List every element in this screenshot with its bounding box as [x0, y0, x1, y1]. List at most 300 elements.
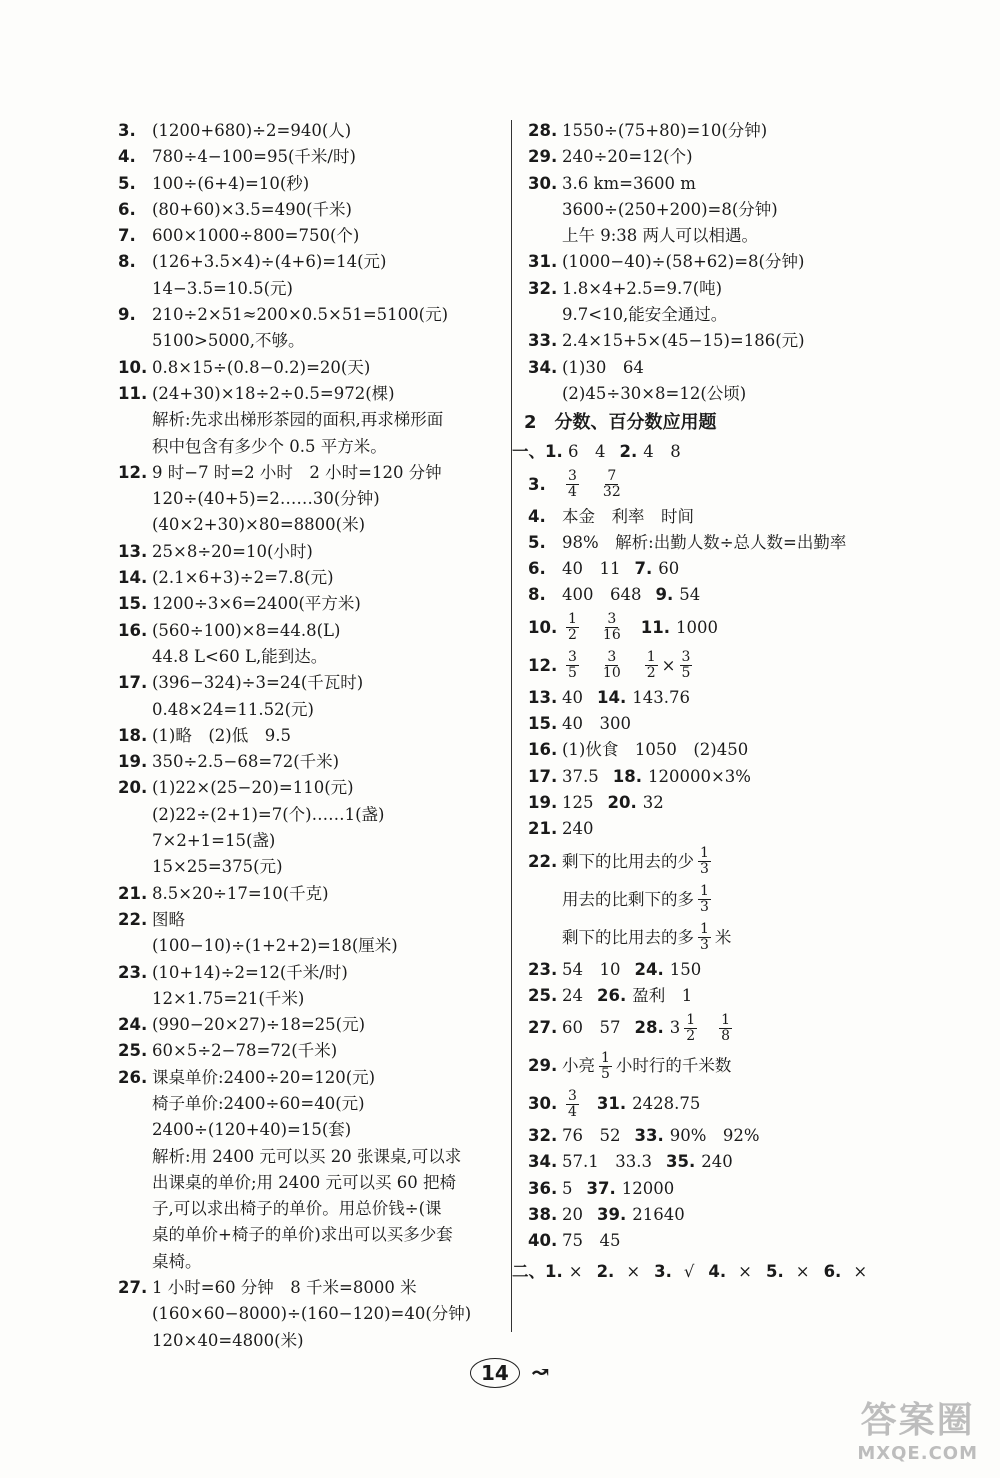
- answer-continuation: [118, 407, 498, 433]
- q-number: 24.: [118, 1015, 148, 1035]
- part-two-label: 二、: [512, 1261, 545, 1281]
- answer-continuation: [528, 223, 948, 249]
- numerator: 1: [646, 649, 656, 666]
- answer-continuation: [118, 986, 498, 1012]
- answer-text: 120000×3%: [647, 766, 751, 786]
- true-false-mark: ×: [853, 1261, 868, 1281]
- answer-text: (396−324)÷3=24(千瓦时): [152, 673, 364, 693]
- q-number: 34.: [528, 357, 558, 377]
- answer-continuation: [118, 1091, 498, 1117]
- answer-continuation: [118, 1170, 498, 1196]
- answer-line: [528, 171, 948, 197]
- q-number: 7.: [118, 226, 136, 246]
- answer-text: 60×5÷2−78=72(千米): [152, 1041, 338, 1061]
- q-number: 23.: [528, 959, 558, 979]
- q-number: 5.: [118, 173, 136, 193]
- answer-line: [118, 1012, 498, 1038]
- answer-text: 3600÷(250+200)=8(分钟): [562, 199, 778, 219]
- q-number: 16.: [118, 620, 148, 640]
- answer-text: (1000−40)÷(58+62)=8(分钟): [562, 252, 805, 272]
- answer-text: (80+60)×3.5=490(千米): [152, 199, 352, 219]
- answer-line: [528, 328, 948, 354]
- denominator: 32: [602, 484, 621, 501]
- answer-text: 1.8×4+2.5=9.7(吨): [562, 278, 723, 298]
- answer-13-14: [528, 685, 948, 711]
- answer-continuation: [528, 197, 948, 223]
- answer-text: (2.1×6+3)÷2=7.8(元): [152, 568, 334, 588]
- answer-line: [118, 539, 498, 565]
- answer-line: [528, 276, 948, 302]
- answer-text: (160×60−8000)÷(160−120)=40(分钟): [152, 1304, 472, 1324]
- fraction: [566, 469, 579, 500]
- q-number: 28.: [528, 121, 558, 140]
- q-number: 19.: [118, 752, 148, 772]
- answer-text: 150: [669, 959, 702, 979]
- answer-text: 24: [562, 985, 583, 1005]
- denominator: 5: [601, 1065, 610, 1082]
- fraction: [601, 612, 623, 643]
- answer-22-line-3: [528, 919, 948, 957]
- answer-line: [528, 249, 948, 275]
- answer-text: 40 300: [562, 714, 631, 734]
- denominator: 4: [568, 1103, 577, 1120]
- q-number: 33.: [528, 331, 558, 351]
- fraction: [698, 922, 711, 953]
- answer-continuation: [118, 1222, 498, 1248]
- answer-17-18: [528, 764, 948, 790]
- true-false-mark: ×: [568, 1261, 583, 1281]
- q-number: 2.: [619, 442, 638, 462]
- answer-text: 20: [562, 1205, 583, 1225]
- answer-line: [118, 355, 498, 381]
- q-number: 5.: [528, 532, 546, 552]
- numerator: 3: [568, 649, 577, 666]
- answer-text: 0.8×15÷(0.8−0.2)=20(天): [152, 357, 371, 377]
- answer-19-20: [528, 790, 948, 816]
- answer-40: [528, 1228, 948, 1254]
- fraction: [684, 1013, 697, 1044]
- answer-text: 4 8: [643, 442, 681, 462]
- operator: ×: [661, 655, 676, 675]
- answer-line: [118, 618, 498, 644]
- denominator: 2: [646, 665, 656, 682]
- fraction: [698, 884, 711, 915]
- answer-continuation: [118, 1249, 498, 1275]
- answer-text: 上午 9:38 两人可以相遇。: [562, 226, 759, 246]
- answer-22: [528, 843, 948, 881]
- answer-text: 54 10: [562, 959, 621, 979]
- denominator: 3: [700, 937, 709, 954]
- answer-continuation: [528, 381, 948, 407]
- answer-text: 盈利 1: [632, 985, 693, 1005]
- q-number: 18.: [612, 766, 642, 786]
- answer-line: [118, 565, 498, 591]
- answer-3: [528, 466, 948, 504]
- numerator: 3: [607, 649, 617, 666]
- q-number: 33.: [634, 1126, 664, 1146]
- answer-text: 12000: [621, 1178, 675, 1198]
- answer-text: 2400÷(120+40)=15(套): [152, 1120, 352, 1140]
- answer-continuation: [118, 1328, 498, 1354]
- unit: 米: [714, 927, 732, 947]
- answer-continuation: [118, 512, 498, 538]
- answer-text: (126+3.5×4)÷(4+6)=14(元): [152, 252, 387, 272]
- q-number: 2.: [596, 1261, 615, 1281]
- answer-continuation: [118, 644, 498, 670]
- answer-text: 57.1 33.3: [562, 1152, 652, 1172]
- answer-line: [118, 749, 498, 775]
- answer-text: 120×40=4800(米): [152, 1330, 304, 1350]
- q-number: 5.: [766, 1261, 784, 1281]
- answer-text: 40 11: [562, 559, 621, 579]
- q-number: 25.: [528, 985, 558, 1005]
- column-divider: [511, 120, 512, 1332]
- answer-text: (1)略 (2)低 9.5: [152, 725, 291, 745]
- answer-text: 12×1.75=21(千米): [152, 988, 305, 1008]
- answer-text: 子,可以求出椅子的单价。用总价钱÷(课: [152, 1199, 442, 1219]
- q-number: 31.: [528, 252, 558, 272]
- q-number: 6.: [118, 199, 136, 219]
- answer-36-37: [528, 1176, 948, 1202]
- answer-text: (990−20×27)÷18=25(元): [152, 1015, 366, 1035]
- answer-text: 解析:用 2400 元可以买 20 张课桌,可以求: [152, 1146, 462, 1166]
- numerator: 1: [700, 845, 709, 862]
- q-number: 1.: [545, 1261, 563, 1281]
- left-column: [118, 118, 498, 1354]
- answer-text: (10+14)÷2=12(千米/时): [152, 962, 348, 982]
- q-number: 9.: [118, 305, 136, 325]
- answer-line: [118, 775, 498, 801]
- q-number: 23.: [118, 962, 148, 982]
- answer-line: [118, 197, 498, 223]
- q-number: 27.: [118, 1278, 148, 1298]
- answer-text: 8.5×20÷17=10(千克): [152, 883, 329, 903]
- q-number: 38.: [528, 1205, 558, 1225]
- denominator: 8: [721, 1027, 731, 1044]
- answer-line: [528, 355, 948, 381]
- q-number: 39.: [597, 1205, 627, 1225]
- answer-text: 14−3.5=10.5(元): [152, 278, 293, 298]
- answer-continuation: [118, 697, 498, 723]
- q-number: 25.: [118, 1041, 148, 1061]
- q-number: 14.: [597, 687, 627, 707]
- answer-38-39: [528, 1202, 948, 1228]
- answer-text: 25×8÷20=10(小时): [152, 541, 313, 561]
- q-number: 12.: [528, 655, 558, 675]
- q-number: 12.: [118, 462, 148, 482]
- q-number: 17.: [118, 673, 148, 693]
- q-number: 11.: [640, 617, 670, 637]
- q-number: 32.: [528, 1126, 558, 1146]
- answer-continuation: [118, 1117, 498, 1143]
- answer-text: (1)30 64: [562, 357, 644, 377]
- denominator: 5: [681, 665, 691, 682]
- numerator: 7: [607, 468, 617, 485]
- q-number: 4.: [118, 147, 136, 167]
- denominator: 3: [700, 861, 709, 878]
- answer-line: [528, 118, 948, 144]
- answer-text: 9.7<10,能安全通过。: [562, 305, 728, 325]
- q-number: 11.: [118, 383, 148, 403]
- watermark-text: 答案圈: [860, 1400, 975, 1441]
- q-number: 8.: [118, 252, 136, 272]
- answer-text: 剩下的比用去的少: [562, 851, 694, 871]
- fraction: [698, 846, 711, 877]
- answer-16: [528, 737, 948, 763]
- q-number: 16.: [528, 740, 558, 760]
- q-number: 26.: [118, 1067, 148, 1087]
- q-number: 24.: [634, 959, 664, 979]
- answer-text: 桌椅。: [152, 1251, 202, 1271]
- answer-text: (1)22×(25−20)=110(元): [152, 778, 354, 798]
- answer-line: [118, 1275, 498, 1301]
- answer-text: 出课桌的单价;用 2400 元可以买 60 把椅: [152, 1172, 457, 1192]
- answer-text: 76 52: [562, 1126, 621, 1146]
- answer-text: 桌的单价+椅子的单价)求出可以买多少套: [152, 1225, 453, 1245]
- q-number: 3.: [654, 1261, 672, 1281]
- q-number: 22.: [528, 851, 558, 871]
- answer-text: (24+30)×18÷2÷0.5=972(棵): [152, 383, 395, 403]
- answer-text: 0.48×24=11.52(元): [152, 699, 314, 719]
- q-number: 34.: [528, 1152, 558, 1172]
- q-number: 3.: [528, 474, 546, 494]
- fraction: [601, 469, 623, 500]
- q-number: 7.: [634, 559, 653, 579]
- q-number: 40.: [528, 1231, 558, 1251]
- true-false-mark: ×: [795, 1261, 810, 1281]
- answer-continuation: [118, 828, 498, 854]
- page-number: 14: [470, 1358, 520, 1388]
- q-number: 18.: [118, 725, 148, 745]
- numerator: 1: [601, 1049, 610, 1066]
- numerator: 3: [568, 1087, 577, 1104]
- answer-line: [118, 907, 498, 933]
- fraction: [599, 1051, 612, 1082]
- watermark-logo: [857, 1392, 978, 1464]
- answer-line: [118, 881, 498, 907]
- q-number: 26.: [597, 985, 627, 1005]
- true-false-mark: √: [683, 1261, 695, 1281]
- q-number: 10.: [528, 617, 558, 637]
- answer-text: (40×2+30)×80=8800(米): [152, 515, 366, 535]
- answer-text: 32: [642, 792, 664, 812]
- answer-continuation: [118, 1301, 498, 1327]
- answer-continuation: [118, 276, 498, 302]
- q-number: 19.: [528, 792, 558, 812]
- answer-text: (1)伙食 1050 (2)450: [562, 740, 749, 760]
- answer-text: 2428.75: [632, 1094, 701, 1114]
- q-number: 21.: [528, 819, 558, 839]
- numerator: 1: [700, 883, 709, 900]
- true-false-mark: ×: [738, 1261, 752, 1281]
- answer-6-7: [528, 556, 948, 582]
- answer-text: 143.76: [632, 687, 690, 707]
- answer-line: [118, 1038, 498, 1064]
- denominator: 2: [686, 1027, 696, 1044]
- answer-line: [118, 223, 498, 249]
- part-one-label: 一、: [512, 442, 545, 462]
- answer-text: 37.5: [562, 766, 599, 786]
- q-number: 13.: [528, 687, 558, 707]
- answer-line: [528, 144, 948, 170]
- watermark-url: MXQE.COM: [857, 1443, 978, 1464]
- denominator: 5: [568, 665, 577, 682]
- answer-line: [118, 302, 498, 328]
- fraction: [566, 612, 579, 643]
- q-number: 29.: [528, 147, 558, 167]
- answer-text: 100÷(6+4)=10(秒): [152, 173, 310, 193]
- q-number: 22.: [118, 909, 148, 929]
- q-number: 17.: [528, 766, 558, 786]
- q-number: 28.: [634, 1018, 664, 1038]
- numerator: 3: [681, 649, 691, 666]
- q-number: 36.: [528, 1178, 558, 1198]
- answer-text: 小亮: [562, 1056, 595, 1076]
- answer-line: [118, 144, 498, 170]
- fraction: [719, 1013, 732, 1044]
- answer-text: 120÷(40+5)=2……30(分钟): [152, 489, 380, 509]
- answer-line: [118, 670, 498, 696]
- answer-text: 课桌单价:2400÷20=120(元): [152, 1067, 376, 1087]
- answer-continuation: [118, 434, 498, 460]
- answer-29: [528, 1047, 948, 1085]
- q-number: 32.: [528, 278, 558, 298]
- q-number: 37.: [586, 1178, 616, 1198]
- numerator: 1: [700, 921, 709, 938]
- answer-text: (2)22÷(2+1)=7(个)……1(盏): [152, 804, 385, 824]
- answer-text: 40: [562, 687, 583, 707]
- answer-text: 积中包含有多少个 0.5 平方米。: [152, 436, 387, 456]
- answer-1-2: [512, 439, 948, 465]
- fraction: [680, 650, 693, 681]
- denominator: 16: [602, 627, 621, 644]
- denominator: 10: [602, 665, 621, 682]
- answer-27-28: [528, 1009, 948, 1047]
- answer-continuation: [118, 1196, 498, 1222]
- answer-continuation: [118, 933, 498, 959]
- answer-continuation: [528, 302, 948, 328]
- q-number: 15.: [118, 594, 148, 614]
- answer-continuation: [118, 802, 498, 828]
- answer-30-31: [528, 1085, 948, 1123]
- fraction: [601, 650, 623, 681]
- q-number: 4.: [528, 506, 546, 526]
- q-number: 8.: [528, 585, 546, 605]
- denominator: 3: [700, 899, 709, 916]
- q-number: 27.: [528, 1018, 558, 1038]
- answer-text: 90% 92%: [669, 1126, 760, 1146]
- answer-text: 600×1000÷800=750(个): [152, 226, 360, 246]
- page-footer: [470, 1358, 549, 1388]
- answer-continuation: [118, 486, 498, 512]
- fraction: [566, 650, 579, 681]
- answer-text: 15×25=375(元): [152, 857, 283, 877]
- answer-text: 1 小时=60 分钟 8 千米=8000 米: [152, 1278, 417, 1298]
- answer-23-24: [528, 957, 948, 983]
- answer-34-35: [528, 1149, 948, 1175]
- q-number: 15.: [528, 714, 558, 734]
- answer-8-9: [528, 582, 948, 608]
- answer-continuation: [118, 328, 498, 354]
- numerator: 3: [607, 611, 617, 628]
- q-number: 3.: [118, 121, 136, 140]
- answers-continued: [528, 118, 948, 407]
- answer-continuation: [118, 854, 498, 880]
- answer-32-33: [528, 1123, 948, 1149]
- answer-15: [528, 711, 948, 737]
- answer-25-26: [528, 983, 948, 1009]
- numerator: 3: [568, 468, 577, 485]
- answer-text: 60 57: [562, 1018, 621, 1038]
- answer-text: 5100>5000,不够。: [152, 331, 305, 351]
- denominator: 4: [568, 484, 577, 501]
- answer-text: 7×2+1=15(盏): [152, 831, 276, 851]
- answer-12: [528, 647, 948, 685]
- answer-text: 210÷2×51≈200×0.5×51=5100(元): [152, 305, 449, 325]
- answer-text: 44.8 L<60 L,能到达。: [152, 646, 328, 666]
- answer-line: [118, 591, 498, 617]
- answer-text: 图略: [152, 909, 185, 929]
- answer-text: 9 时−7 时=2 小时 2 小时=120 分钟: [152, 462, 442, 482]
- answer-text: 解析:先求出梯形茶园的面积,再求梯形面: [152, 410, 444, 430]
- q-number: 13.: [118, 541, 148, 561]
- answer-text: 75 45: [562, 1231, 621, 1251]
- answer-line: [118, 460, 498, 486]
- answer-22-line-2: [528, 881, 948, 919]
- answer-text: 6 4: [568, 442, 606, 462]
- fraction: [566, 1089, 579, 1120]
- answer-text: 椅子单价:2400÷60=40(元): [152, 1093, 365, 1113]
- answer-text: (560÷100)×8=44.8(L): [152, 620, 341, 640]
- q-number: 10.: [118, 357, 148, 377]
- answer-text: (2)45÷30×8=12(公顷): [562, 383, 747, 403]
- answer-text: 用去的比剩下的多: [562, 889, 694, 909]
- numerator: 1: [721, 1011, 731, 1028]
- answer-text: 780÷4−100=95(千米/时): [152, 147, 356, 167]
- answer-21: [528, 816, 948, 842]
- answer-text: 剩下的比用去的多: [562, 927, 694, 947]
- answer-text: (1200+680)÷2=940(人): [152, 121, 352, 140]
- q-number: 21.: [118, 883, 148, 903]
- answer-text: 98% 解析:出勤人数÷总人数=出勤率: [562, 532, 847, 552]
- denominator: 2: [568, 627, 577, 644]
- q-number: 20.: [118, 778, 148, 798]
- right-column: [512, 118, 948, 1285]
- true-false-answers: [512, 1259, 948, 1285]
- answer-4: [528, 504, 948, 530]
- q-number: 20.: [607, 792, 637, 812]
- q-number: 30.: [528, 1094, 558, 1114]
- answer-text: 54: [679, 585, 701, 605]
- fraction: [645, 650, 658, 681]
- q-number: 35.: [665, 1152, 696, 1172]
- answer-text: 240: [562, 819, 594, 839]
- answer-text: 21640: [632, 1205, 685, 1225]
- q-number: 31.: [596, 1094, 627, 1114]
- section-title: 2 分数、百分数应用题: [524, 412, 717, 434]
- answer-text: 240÷20=12(个): [562, 147, 693, 167]
- answer-text: 1000: [675, 617, 718, 637]
- answer-line: [118, 381, 498, 407]
- answer-text: 240: [701, 1152, 733, 1172]
- answer-text: 3.6 km=3600 m: [562, 173, 696, 193]
- answer-5: [528, 530, 948, 556]
- q-number: 30.: [528, 173, 558, 193]
- whole-number: 3: [669, 1018, 681, 1038]
- answer-line: [118, 723, 498, 749]
- numerator: 1: [686, 1011, 696, 1028]
- q-number: 6.: [528, 559, 546, 579]
